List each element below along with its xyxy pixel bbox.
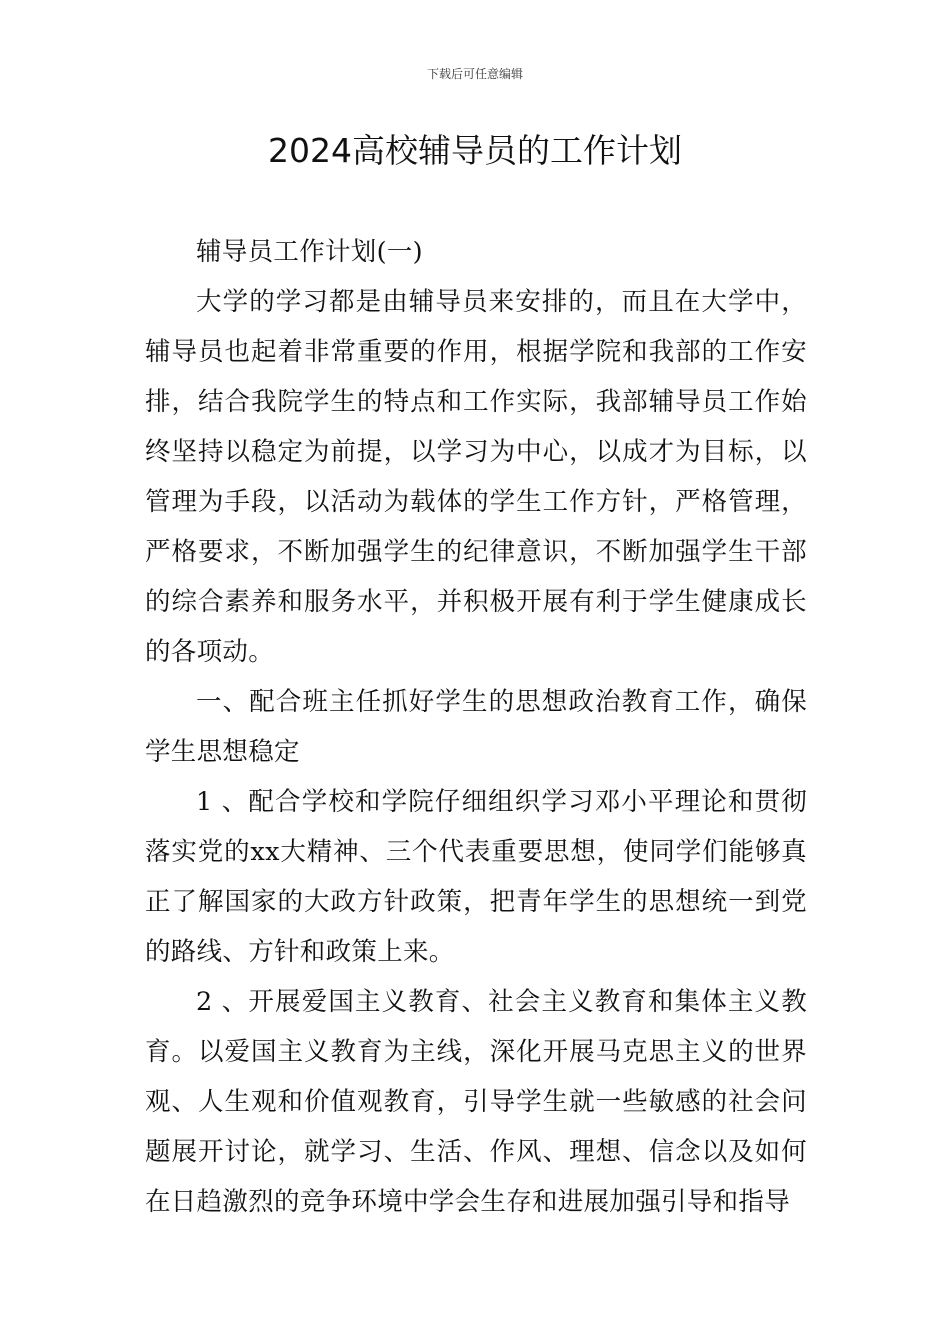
- intro-paragraph: 大学的学习都是由辅导员来安排的，而且在大学中，辅导员也起着非常重要的作用，根据学院和我部的工作安排，结合我院学生的特点和工作实际，我部辅导员工作始终坚持以稳定为前提，以学习为中心，以成才为目标，以管理为手段，以活动为载体的学生工作方针，严格管理，严格要求，不断加强学生的纪律意识，不断加强学生干部的综合素养和服务水平，并积极开展有利于学生健康成长的各项动。: [145, 287, 807, 667]
- header-note: 下载后可任意编辑: [426, 67, 523, 81]
- document-title: 2024高校辅导员的工作计划: [268, 131, 682, 170]
- item-paragraph-1: 1 、配合学校和学院仔细组织学习邓小平理论和贯彻落实党的xx大精神、三个代表重要思想，使同学们能够真正了解国家的大政方针政策，把青年学生的思想统一到党的路线、方针和政策上来。: [145, 787, 807, 967]
- document-body: [145, 227, 807, 1227]
- section-heading: 辅导员工作计划(一): [196, 237, 423, 267]
- item-heading-1: 一、配合班主任抓好学生的思想政治教育工作，确保学生思想稳定: [145, 687, 807, 767]
- item-paragraph-2: 2 、开展爱国主义教育、社会主义教育和集体主义教育。以爱国主义教育为主线，深化开展马克思主义的世界观、人生观和价值观教育，引导学生就一些敏感的社会问题展开讨论，就学习、生活、作风、理想、信念以及如何在日趋激烈的竞争环境中学会生存和进展加强引导和指导: [145, 987, 807, 1217]
